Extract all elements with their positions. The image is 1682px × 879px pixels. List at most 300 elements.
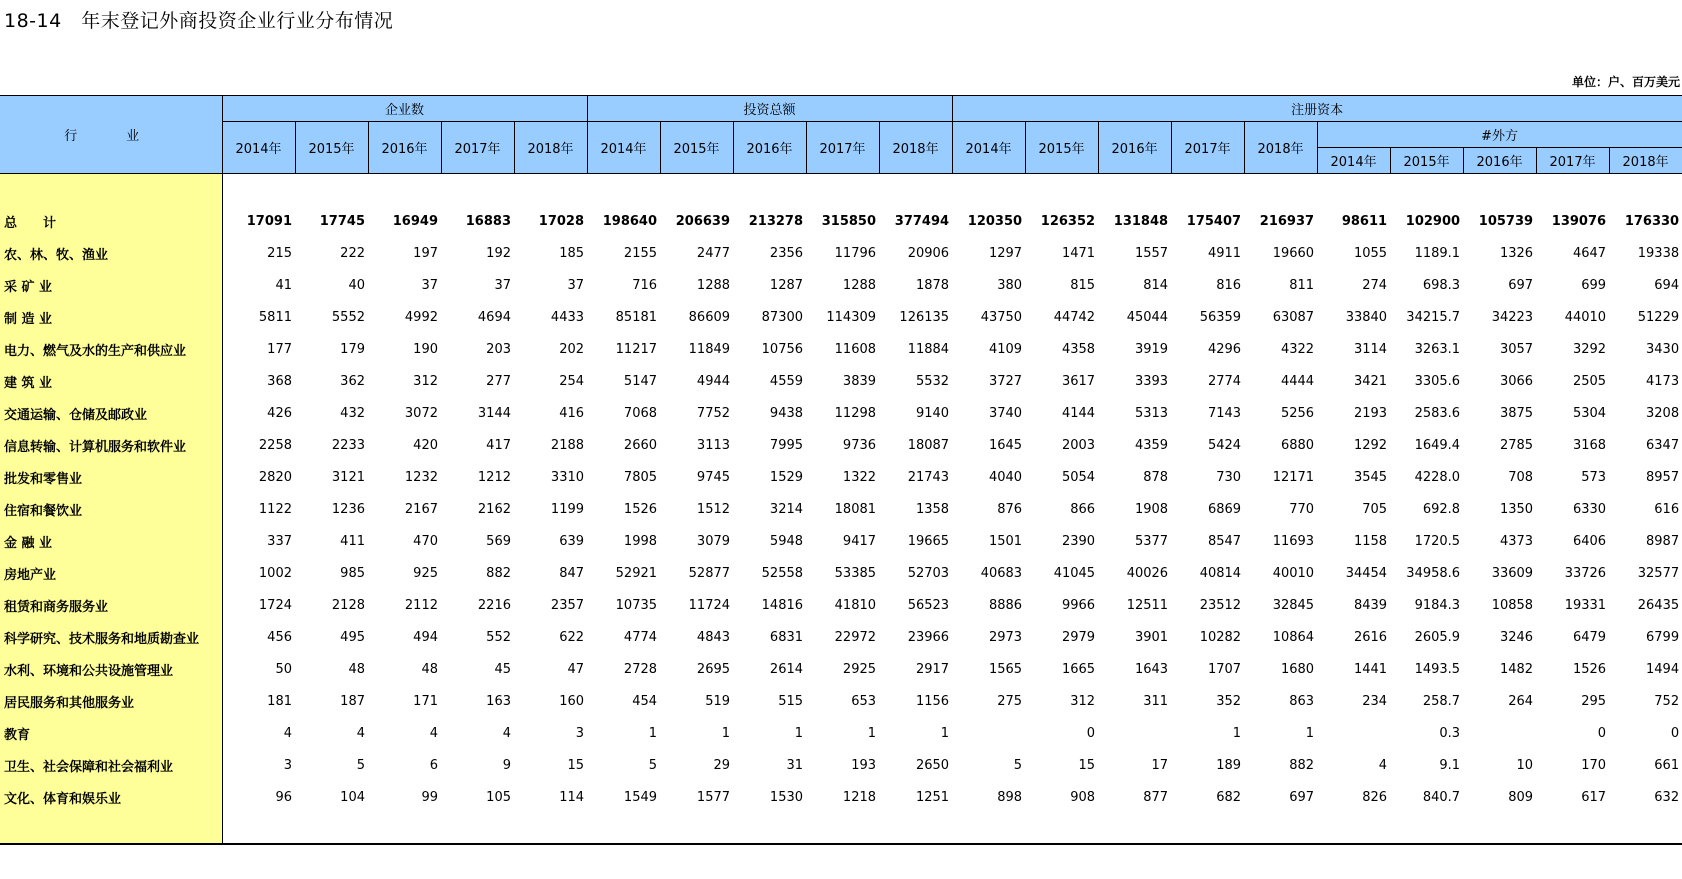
value-cell: 222 [340, 245, 365, 261]
value-cell: 411 [340, 533, 365, 549]
value-cell: 2188 [550, 437, 585, 453]
value-cell: 866 [1070, 501, 1096, 517]
value-cell: 2357 [550, 597, 585, 613]
value-cell: 3263.1 [1414, 341, 1461, 357]
value-cell: 2616 [1353, 629, 1388, 645]
industry-name-cell: 住宿和餐饮业 [0, 493, 222, 525]
value-cell: 8987 [1646, 533, 1680, 549]
value-cell: 515 [778, 693, 804, 709]
value-cell: 5424 [1207, 437, 1242, 453]
industry-name-cell: 建 筑 业 [0, 365, 222, 397]
value-cell: 3208 [1646, 405, 1680, 421]
value-cell: 4358 [1061, 341, 1096, 357]
industry-name-cell: 总 计 [0, 205, 222, 237]
value-cell: 22972 [834, 629, 877, 645]
value-cell: 85181 [615, 309, 658, 325]
table-row [0, 653, 1682, 685]
value-cell: 15 [1078, 757, 1096, 773]
value-cell: 5 [356, 757, 365, 773]
value-cell: 352 [1216, 693, 1242, 709]
year-header: 2015年 [295, 122, 368, 174]
value-cell: 192 [486, 245, 511, 261]
value-cell: 2128 [331, 597, 365, 613]
value-cell: 368 [267, 373, 292, 389]
value-cell [952, 717, 1025, 749]
value-cell: 4647 [1572, 245, 1607, 261]
value-cell: 31 [786, 757, 804, 773]
value-cell: 3 [575, 725, 585, 741]
value-cell: 876 [997, 501, 1023, 517]
value-cell: 2820 [258, 469, 292, 485]
value-cell: 11608 [834, 341, 877, 357]
value-cell: 206639 [675, 213, 731, 229]
value-cell: 456 [267, 629, 292, 645]
value-cell: 7805 [623, 469, 658, 485]
value-cell: 26435 [1637, 597, 1680, 613]
value-cell: 362 [340, 373, 365, 389]
value-cell: 6347 [1646, 437, 1680, 453]
value-cell: 3246 [1499, 629, 1534, 645]
value-cell: 170 [1581, 757, 1607, 773]
year-header: 2016年 [733, 122, 806, 174]
value-cell: 2925 [842, 661, 877, 677]
value-cell: 1441 [1353, 661, 1388, 677]
page-title: 18-14 年末登记外商投资企业行业分布情况 [4, 10, 394, 32]
value-cell: 417 [486, 437, 511, 453]
value-cell: 2162 [477, 501, 511, 517]
value-cell: 274 [1362, 277, 1388, 293]
value-cell: 4359 [1134, 437, 1169, 453]
value-cell: 203 [486, 341, 511, 357]
year-header: 2017年 [1536, 148, 1609, 174]
value-cell: 4444 [1280, 373, 1315, 389]
value-cell: 661 [1654, 757, 1680, 773]
value-cell: 15 [567, 757, 585, 773]
group-header-registered-capital: 注册资本 [952, 96, 1682, 122]
value-cell: 5552 [331, 309, 365, 325]
value-cell: 48 [348, 661, 365, 677]
group-header-total-investment: 投资总额 [587, 96, 952, 122]
value-cell: 19660 [1272, 245, 1315, 261]
value-cell: 5147 [623, 373, 658, 389]
industry-name-cell: 交通运输、仓储及邮政业 [0, 397, 222, 429]
value-cell: 1055 [1353, 245, 1388, 261]
value-cell: 519 [705, 693, 731, 709]
value-cell: 377494 [894, 213, 950, 229]
value-cell: 193 [851, 757, 877, 773]
value-cell: 3121 [331, 469, 365, 485]
value-cell: 2583.6 [1414, 405, 1461, 421]
value-cell: 20906 [907, 245, 950, 261]
value-cell: 1707 [1207, 661, 1242, 677]
value-cell: 426 [267, 405, 292, 421]
value-cell: 380 [997, 277, 1023, 293]
value-cell: 1322 [842, 469, 877, 485]
value-cell: 4322 [1280, 341, 1315, 357]
value-cell: 3421 [1353, 373, 1388, 389]
value-cell: 10864 [1272, 629, 1315, 645]
value-cell: 699 [1581, 277, 1607, 293]
year-header: 2017年 [806, 122, 879, 174]
value-cell: 4373 [1499, 533, 1534, 549]
value-cell: 52877 [688, 565, 731, 581]
value-cell: 9745 [696, 469, 731, 485]
value-cell: 4944 [696, 373, 731, 389]
year-header: 2018年 [1609, 148, 1682, 174]
value-cell: 6330 [1572, 501, 1607, 517]
value-cell: 12171 [1272, 469, 1315, 485]
value-cell: 34958.6 [1406, 565, 1461, 581]
industry-name-cell: 金 融 业 [0, 525, 222, 557]
industry-name-cell: 水利、环境和公共设施管理业 [0, 653, 222, 685]
value-cell: 1493.5 [1414, 661, 1461, 677]
value-cell: 47 [567, 661, 585, 677]
value-cell: 104 [340, 789, 365, 805]
value-cell: 3168 [1572, 437, 1607, 453]
value-cell: 48 [421, 661, 438, 677]
value-cell: 56359 [1199, 309, 1242, 325]
value-cell: 9736 [842, 437, 877, 453]
value-cell: 21743 [907, 469, 950, 485]
value-cell: 985 [340, 565, 365, 581]
table-row [0, 429, 1682, 461]
value-cell: 3079 [696, 533, 731, 549]
subgroup-header-foreign: #外方 [1317, 122, 1682, 148]
value-cell: 2167 [404, 501, 438, 517]
value-cell: 1720.5 [1414, 533, 1461, 549]
value-cell: 2505 [1572, 373, 1607, 389]
value-cell: 185 [559, 245, 585, 261]
industry-distribution-table [0, 95, 1682, 845]
industry-name-cell: 租赁和商务服务业 [0, 589, 222, 621]
value-cell: 470 [413, 533, 438, 549]
value-cell: 622 [559, 629, 585, 645]
value-cell: 878 [1143, 469, 1169, 485]
value-cell: 40683 [980, 565, 1023, 581]
value-cell: 275 [997, 693, 1023, 709]
value-cell: 2193 [1353, 405, 1388, 421]
value-cell: 882 [486, 565, 511, 581]
value-cell: 40 [348, 277, 365, 293]
value-cell: 708 [1508, 469, 1534, 485]
value-cell: 2477 [696, 245, 731, 261]
value-cell: 5 [648, 757, 658, 773]
value-cell: 6479 [1572, 629, 1607, 645]
value-cell: 1526 [1572, 661, 1607, 677]
value-cell: 10282 [1199, 629, 1242, 645]
value-cell: 37 [421, 277, 438, 293]
value-cell: 2785 [1499, 437, 1534, 453]
value-cell: 1232 [404, 469, 438, 485]
value-cell: 1529 [769, 469, 804, 485]
value-cell: 19665 [907, 533, 950, 549]
value-cell: 5 [1013, 757, 1023, 773]
value-cell: 40010 [1272, 565, 1315, 581]
value-cell: 3430 [1646, 341, 1680, 357]
table-row [0, 269, 1682, 301]
year-header: 2017年 [1171, 122, 1244, 174]
value-cell: 573 [1581, 469, 1607, 485]
value-cell: 3114 [1353, 341, 1388, 357]
value-cell: 2728 [623, 661, 658, 677]
value-cell: 1 [940, 725, 950, 741]
value-cell: 898 [997, 789, 1023, 805]
value-cell: 2605.9 [1414, 629, 1461, 645]
value-cell: 4173 [1646, 373, 1680, 389]
value-cell: 4694 [477, 309, 511, 325]
value-cell: 189 [1216, 757, 1242, 773]
year-header: 2014年 [222, 122, 295, 174]
value-cell: 1565 [988, 661, 1023, 677]
value-cell: 3292 [1572, 341, 1607, 357]
value-cell: 197 [413, 245, 438, 261]
value-cell: 33726 [1564, 565, 1607, 581]
industry-name-cell: 电力、燃气及水的生产和供应业 [0, 333, 222, 365]
value-cell: 6831 [769, 629, 804, 645]
value-cell: 2356 [769, 245, 804, 261]
value-cell: 1649.4 [1414, 437, 1461, 453]
value-cell: 11693 [1272, 533, 1315, 549]
value-cell: 2003 [1061, 437, 1096, 453]
value-cell: 8439 [1353, 597, 1388, 613]
value-cell: 826 [1362, 789, 1388, 805]
year-header: 2016年 [1463, 148, 1536, 174]
value-cell: 697 [1289, 789, 1315, 805]
value-cell: 1 [867, 725, 877, 741]
value-cell: 1724 [258, 597, 292, 613]
value-cell: 50 [275, 661, 292, 677]
value-cell: 16949 [392, 213, 438, 229]
value-cell: 234 [1362, 693, 1388, 709]
value-cell: 432 [340, 405, 365, 421]
value-cell: 45 [494, 661, 511, 677]
value-cell: 11884 [907, 341, 950, 357]
value-cell: 1557 [1134, 245, 1169, 261]
value-cell: 6869 [1207, 501, 1242, 517]
value-cell: 4 [502, 725, 511, 741]
value-cell: 2917 [915, 661, 950, 677]
value-cell: 56523 [907, 597, 950, 613]
value-cell: 3113 [696, 437, 731, 453]
value-cell: 770 [1289, 501, 1315, 517]
value-cell: 2258 [258, 437, 292, 453]
value-cell: 312 [413, 373, 438, 389]
table-row [0, 557, 1682, 589]
value-cell: 37 [567, 277, 585, 293]
value-cell: 3740 [988, 405, 1023, 421]
industry-name-cell: 房地产业 [0, 557, 222, 589]
year-header: 2017年 [441, 122, 514, 174]
value-cell: 187 [340, 693, 365, 709]
value-cell: 11217 [615, 341, 658, 357]
value-cell [1463, 717, 1536, 749]
industry-column-header: 行 业 [0, 96, 222, 174]
value-cell: 3727 [988, 373, 1023, 389]
value-cell: 105739 [1478, 213, 1534, 229]
value-cell: 17091 [246, 213, 292, 229]
value-cell: 925 [413, 565, 438, 581]
value-cell: 16883 [465, 213, 511, 229]
value-cell: 4296 [1207, 341, 1242, 357]
value-cell: 416 [559, 405, 585, 421]
value-cell: 9 [502, 757, 511, 773]
value-cell: 815 [1070, 277, 1096, 293]
value-cell: 4 [283, 725, 292, 741]
table-row [0, 685, 1682, 717]
value-cell: 4 [429, 725, 438, 741]
value-cell: 176330 [1624, 213, 1680, 229]
value-cell: 3144 [477, 405, 511, 421]
value-cell: 697 [1508, 277, 1534, 293]
table-row [0, 461, 1682, 493]
value-cell: 692.8 [1422, 501, 1461, 517]
value-cell: 2155 [623, 245, 658, 261]
value-cell: 311 [1143, 693, 1169, 709]
value-cell: 3875 [1499, 405, 1534, 421]
value-cell: 2233 [331, 437, 365, 453]
value-cell: 4992 [404, 309, 438, 325]
value-cell: 181 [267, 693, 292, 709]
value-cell: 175407 [1186, 213, 1242, 229]
value-cell: 19331 [1564, 597, 1607, 613]
table-row [0, 301, 1682, 333]
value-cell: 4843 [696, 629, 731, 645]
value-cell: 1501 [988, 533, 1023, 549]
unit-label: 单位：户、百万美元 [1571, 75, 1680, 89]
value-cell: 312 [1070, 693, 1096, 709]
value-cell: 215 [267, 245, 292, 261]
value-cell: 3617 [1061, 373, 1096, 389]
value-cell: 7068 [623, 405, 658, 421]
value-cell: 4 [356, 725, 365, 741]
value-cell: 3901 [1134, 629, 1169, 645]
value-cell: 495 [340, 629, 365, 645]
value-cell: 6880 [1280, 437, 1315, 453]
value-cell: 5256 [1280, 405, 1315, 421]
value-cell: 1326 [1499, 245, 1534, 261]
value-cell: 126135 [899, 309, 950, 325]
value-cell: 1002 [258, 565, 292, 581]
value-cell: 730 [1216, 469, 1242, 485]
value-cell: 9438 [769, 405, 804, 421]
value-cell: 1665 [1061, 661, 1096, 677]
value-cell: 4911 [1207, 245, 1242, 261]
value-cell: 1288 [842, 277, 877, 293]
industry-name-cell: 教育 [0, 717, 222, 749]
industry-name-cell: 采 矿 业 [0, 269, 222, 301]
value-cell: 41045 [1053, 565, 1096, 581]
value-cell: 14816 [761, 597, 804, 613]
value-cell: 1 [1305, 725, 1315, 741]
value-cell: 1236 [331, 501, 365, 517]
year-header: 2014年 [587, 122, 660, 174]
value-cell: 7143 [1207, 405, 1242, 421]
value-cell: 213278 [748, 213, 804, 229]
value-cell: 3057 [1499, 341, 1534, 357]
value-cell: 9140 [915, 405, 950, 421]
value-cell: 420 [413, 437, 438, 453]
value-cell: 5811 [258, 309, 292, 325]
value-cell [1098, 717, 1171, 749]
value-cell: 8547 [1207, 533, 1242, 549]
industry-name-cell: 信息转输、计算机服务和软件业 [0, 429, 222, 461]
value-cell: 315850 [821, 213, 877, 229]
value-cell: 4228.0 [1414, 469, 1461, 485]
table-row [0, 365, 1682, 397]
value-cell: 18081 [834, 501, 877, 517]
value-cell: 4433 [550, 309, 585, 325]
value-cell: 86609 [688, 309, 731, 325]
value-cell: 5313 [1134, 405, 1169, 421]
year-header: 2015年 [1025, 122, 1098, 174]
value-cell: 1530 [769, 789, 804, 805]
value-cell: 10756 [761, 341, 804, 357]
value-cell: 2390 [1061, 533, 1096, 549]
value-cell: 277 [486, 373, 511, 389]
value-cell: 569 [486, 533, 511, 549]
value-cell: 41810 [834, 597, 877, 613]
value-cell: 10 [1516, 757, 1534, 773]
value-cell: 1156 [915, 693, 950, 709]
value-cell: 6406 [1572, 533, 1607, 549]
value-cell: 4109 [988, 341, 1023, 357]
value-cell: 840.7 [1422, 789, 1461, 805]
value-cell: 2614 [769, 661, 804, 677]
value-cell: 34454 [1345, 565, 1388, 581]
value-cell: 3072 [404, 405, 438, 421]
group-header-enterprises: 企业数 [222, 96, 587, 122]
value-cell: 126352 [1040, 213, 1096, 229]
table-row [0, 397, 1682, 429]
value-cell: 552 [486, 629, 511, 645]
value-cell: 3 [283, 757, 292, 773]
value-cell: 1577 [696, 789, 731, 805]
value-cell: 52703 [907, 565, 950, 581]
value-cell: 295 [1581, 693, 1607, 709]
value-cell: 3919 [1134, 341, 1169, 357]
value-cell: 102900 [1405, 213, 1461, 229]
value-cell: 1482 [1499, 661, 1534, 677]
value-cell: 202 [559, 341, 585, 357]
year-header: 2016年 [368, 122, 441, 174]
value-cell: 616 [1654, 501, 1680, 517]
value-cell: 4144 [1061, 405, 1096, 421]
value-cell: 264 [1508, 693, 1534, 709]
value-cell: 1251 [915, 789, 950, 805]
value-cell: 1199 [550, 501, 585, 517]
value-cell: 3839 [842, 373, 877, 389]
value-cell: 6 [429, 757, 438, 773]
industry-name-cell: 卫生、社会保障和社会福利业 [0, 749, 222, 781]
value-cell: 1297 [988, 245, 1023, 261]
value-cell: 1292 [1353, 437, 1388, 453]
value-cell: 863 [1289, 693, 1315, 709]
value-cell: 816 [1216, 277, 1242, 293]
value-cell: 258.7 [1422, 693, 1461, 709]
value-cell: 2979 [1061, 629, 1096, 645]
year-header: 2015年 [1390, 148, 1463, 174]
value-cell: 1471 [1061, 245, 1096, 261]
industry-name-cell: 农、林、牧、渔业 [0, 237, 222, 269]
value-cell: 33840 [1345, 309, 1388, 325]
value-cell: 1878 [915, 277, 950, 293]
value-cell: 1998 [623, 533, 658, 549]
value-cell: 1526 [623, 501, 658, 517]
value-cell: 877 [1143, 789, 1169, 805]
value-cell: 4040 [988, 469, 1023, 485]
value-cell: 1288 [696, 277, 731, 293]
value-cell: 847 [559, 565, 585, 581]
